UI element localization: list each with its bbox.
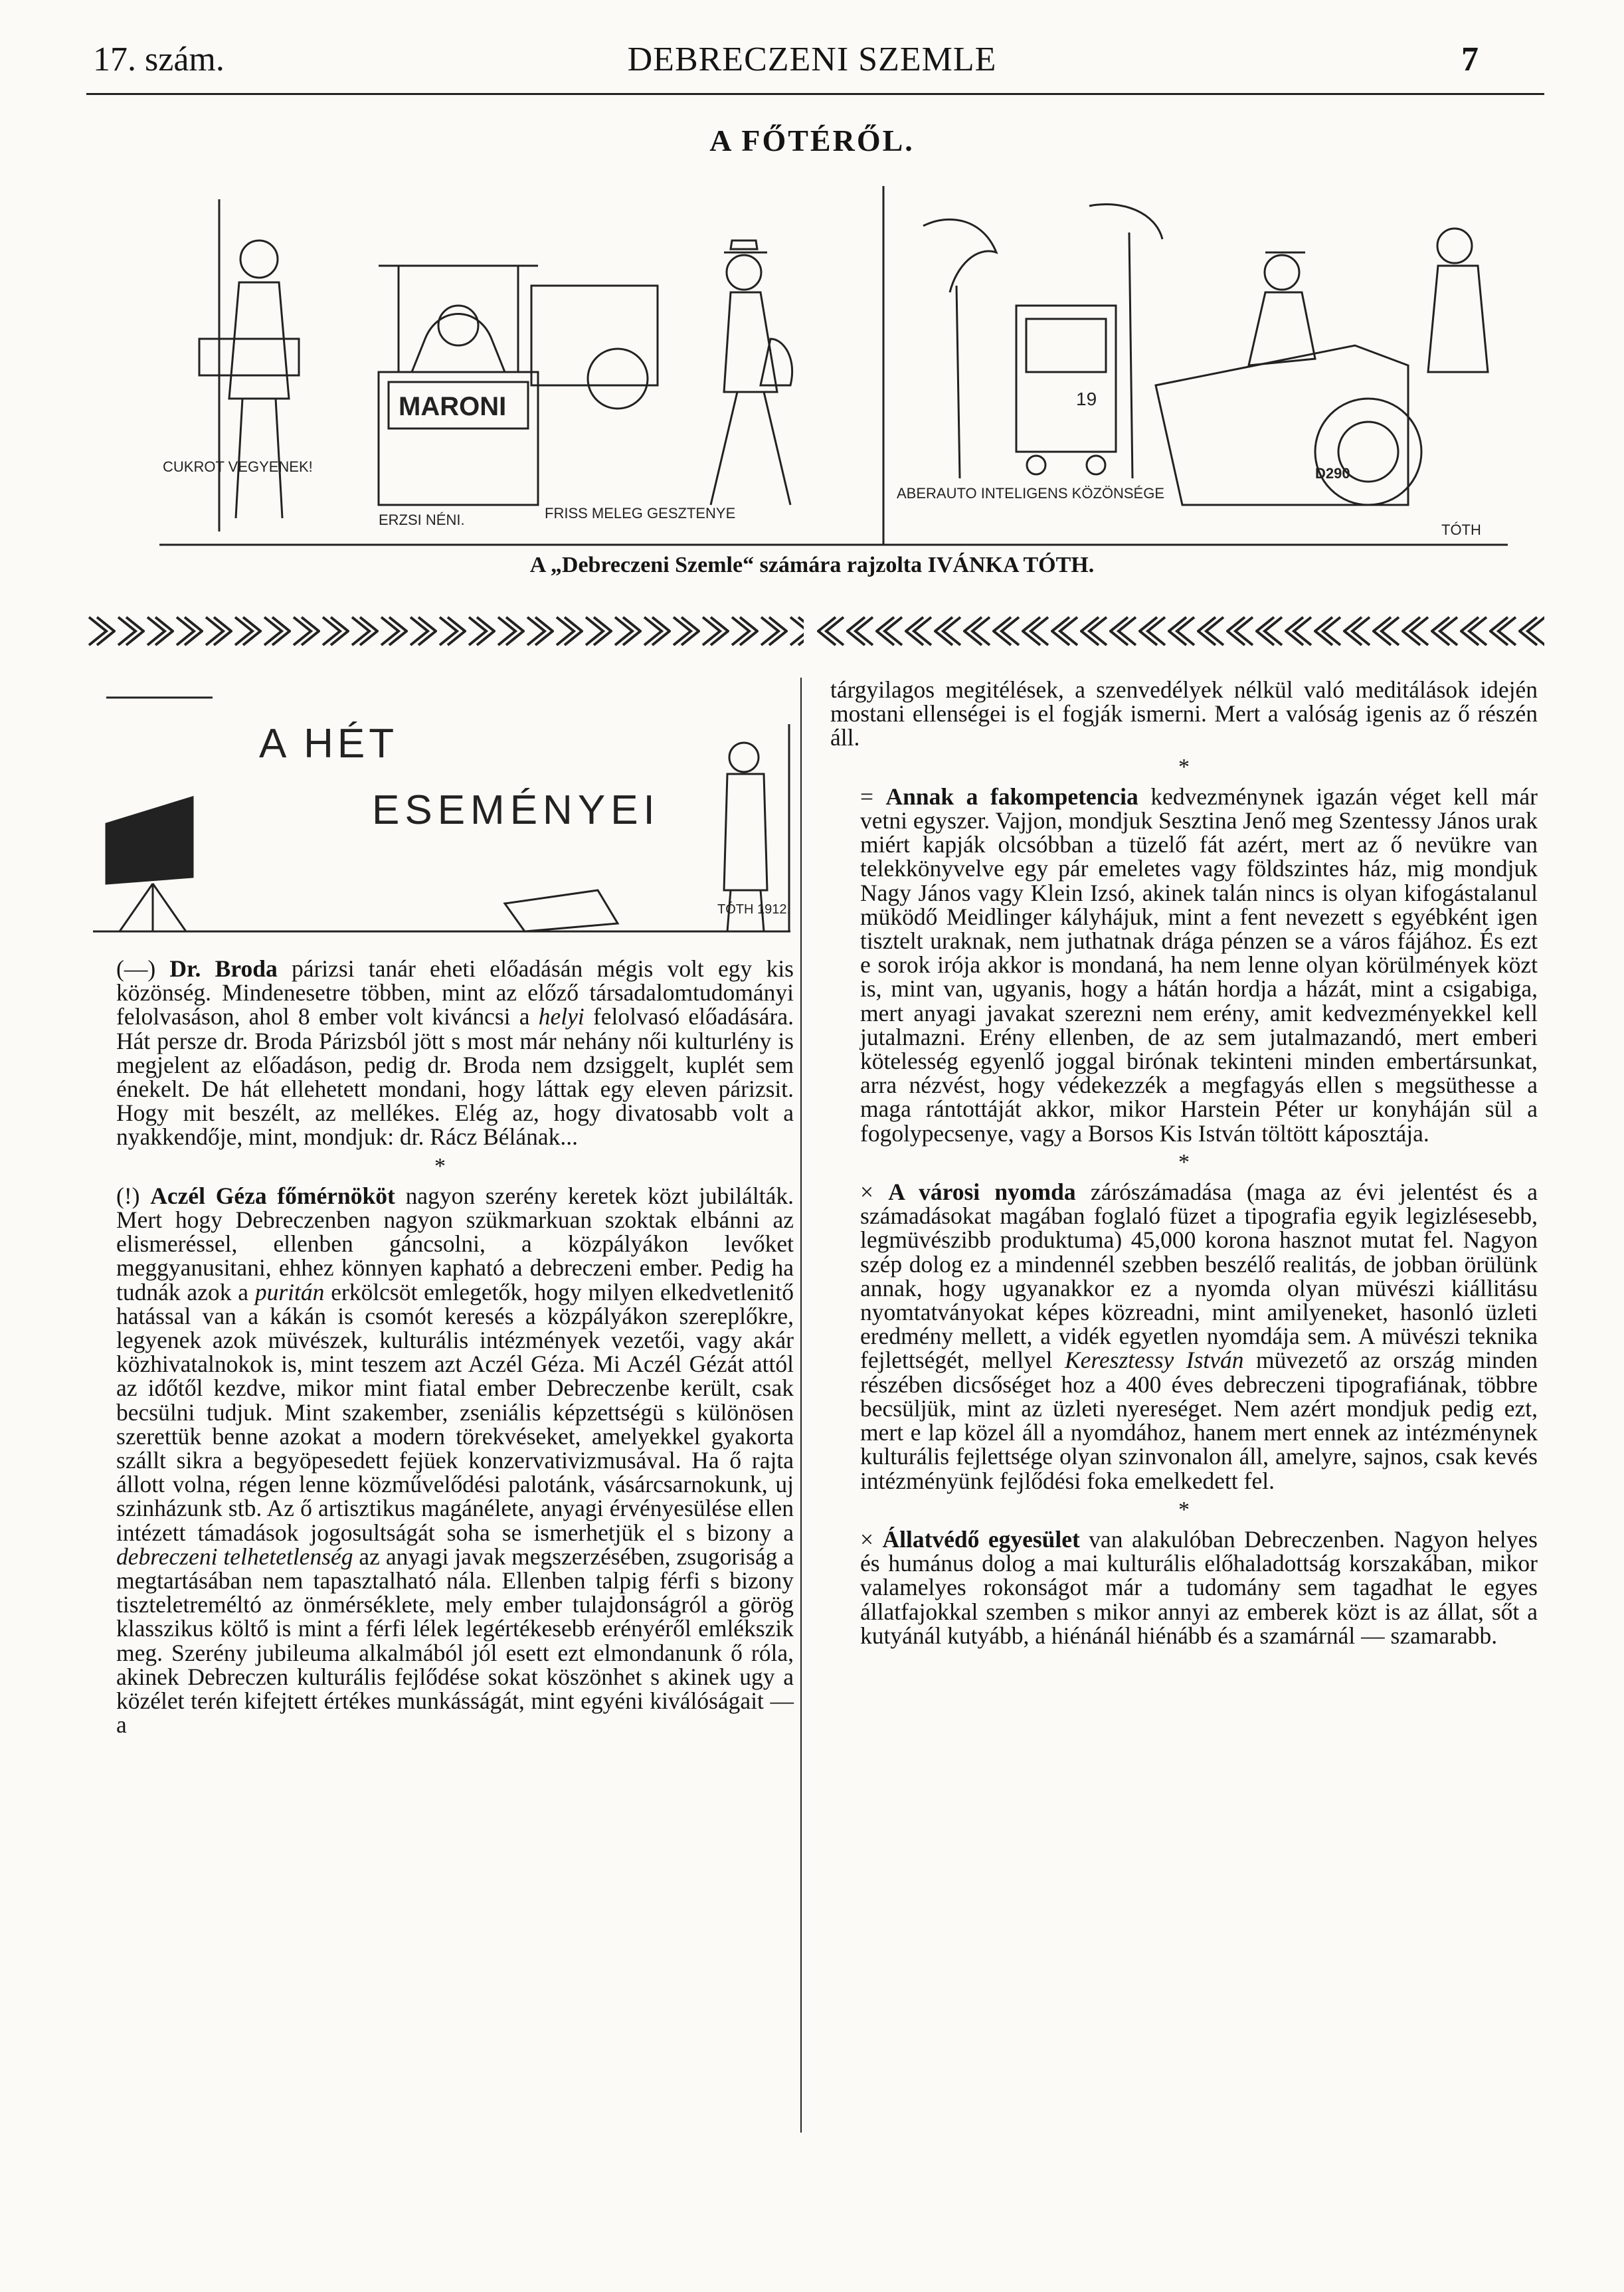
cartoon-label-maroni: MARONI — [399, 392, 507, 421]
cartoon-label-car: ABERAUTO INTELIGENS KÖZÖNSÉGE — [897, 485, 1165, 502]
header-page-number: 7 — [1461, 41, 1479, 78]
header-title: DEBRECZENI SZEMLE — [627, 41, 997, 78]
cartoon-label-chestnut: FRISS MELEG GESZTENYE — [545, 505, 736, 522]
cartoon-label-aunt: ERZSI NÉNI. — [379, 512, 465, 528]
banner-title-line2: ESEMÉNYEI — [372, 787, 660, 833]
separator-star: * — [434, 1153, 446, 1179]
header-issue: 17. szám. — [93, 41, 225, 78]
cartoon-illustration — [159, 186, 1508, 558]
separator-star: * — [1178, 1149, 1190, 1175]
article-fakompetencia: = Annak a fakompetencia kedvezménynek igazán véget kell már vetni egyszer. Vajjon, mondjuk Sesztina Jenő meg Szentessy János urak miért kapják olcsóbban a tüzelő fát azért, mert az ő nevükre van telekkönyvelve egy pár emeletes vagy földszintes ház, mig mondjuk Nagy János vagy Klein Izsó, akinek talán nincs is olyan kifogástalanul müködő Meidlinger kályhájuk, mint a fent nevezett s egyébként igen tisztelt uraknak, nem juthatnak drága pénzen se a város fájához. És ezt e sorok irója akkor is mondaná, ha nem lenne olyan körülmények közt is, mint van, ugyanis, hogy a hátán hordja a házát, mint a csigabiga, mert anyagi javakat szerezni nem erény, amit kedvezményekkel kell jutalmazni. Erény ellenben, de az sem jutalmazandó, mert emberi kötelesség egyenlő joggal birónak tekinteni minden embertársunkat, arra nézvést, hogy védekezzék a megfagyás ellen s megsüthesse a maga rántottáját akkor, mikor Harstein Péter ur konyháján sül a fogolypecsenye, vagy a Borsos Kis István töltött káposztája. — [860, 783, 1538, 1147]
separator-star: * — [1178, 1497, 1190, 1522]
illustration-credit: A „Debreczeni Szemle“ számára rajzolta IVÁNKA TÓTH. — [529, 553, 1095, 577]
article-varosi-nyomda: × A városi nyomda zárószámadása (maga az évi jelentést és a számadásokat magában foglaló füzet a tipografia egyik legizlésesebb, legmüvészibb produktuma) 45,000 korona hasznot mutat fel. Nagyon szép dolog ez a mindennél szebben beszélő realitás, de jobban örülünk annak, hogy ugyanakkor ez a nyomda olyan müvészi kiállitásu nyomtatványokat képes közreadni, mint amilyeneket, hasonló üzleti eredmény mellett, a vidék egyetlen nyomdája sem. A müvészi teknika fejlettségét, mellyel Keresztessy István müvezető az ország minden részében dicsőséget hoz a 400 éves debreczeni tipografiának, többre becsüljük, mint az üzleti nyereséget. Nem azért mondjuk pedig ezt, mert e lap közel áll a nyomdához, hanem mert ennek az intézménynek kulturális fejlettsége olyan szinvonalon áll, amelyre, sajnos, csak kevés intézményünk fejlődési foka emelkedett fel. — [860, 1179, 1538, 1494]
cartoon-label-tram: 19 — [1076, 389, 1097, 409]
article-aczel-continued: tárgyilagos megitélések, a szenvedélyek nélkül való meditálások idején mostani ellenségei is el fogják ismerni. Mert a valóság igenis az ő részén áll. — [830, 676, 1538, 751]
cartoon-signature: TÓTH — [1441, 522, 1481, 538]
separator-star: * — [1178, 754, 1190, 779]
article-broda: (—) Dr. Broda párizsi tanár eheti előadásán mégis volt egy kis közönség. Mindenesetre többen, mint az előző társadalomtudományi felolvasáson, ahol 8 ember volt kiváncsi a helyi felolvasó előadására. Hát persze dr. Broda Párizsból jött s most már nehány női kulturlény is megjelent az előadáson, pedig dr. Broda nem dzsiggelt, kuplét sem énekelt. De hát ellehetett mondani, hogy láttak egy eleven párizsit. Hogy mit beszélt, az mellékes. Elég az, hogy divatosabb volt a nyakkendője, mint, mondjuk: dr. Rácz Bélának... — [116, 955, 794, 1151]
left-column — [86, 957, 794, 1737]
header-rule — [86, 93, 1544, 95]
cartoon-label-candy: CUKROT VEGYENEK! — [163, 458, 313, 475]
banner-title-line1: A HÉT — [259, 721, 399, 767]
section-title: A FŐTÉRŐL. — [709, 124, 915, 157]
right-column — [830, 678, 1538, 1648]
events-banner — [93, 684, 790, 933]
cartoon-label-car-plate: D290 — [1315, 465, 1350, 482]
article-aczel: (!) Aczél Géza főmérnököt nagyon szerény keretek közt jubilálták. Mert hogy Debreczenben nagyon szükmarkuan szoktak elbánni az elismeréssel, ellenben gáncsolni, a közpályákon levőket meggyanusitani, ehhez könnyen kapható a debreczeni ember. Pedig ha tudnák azok a puritán erkölcsöt emlegetők, hogy milyen elkedvetlenitő hatással van a kákán is csomót keresés a közpályákon szereplőkre, legyenek azok müvészek, kulturális intézmények vezetői, vagy akár közhivatalnokok is, mint teszem azt Aczél Géza. Mi Aczél Gézát attól az időtől kezdve, mikor mint fiatal ember Debreczenbe került, csak becsülni tudjuk. Mint szakember, zseniális képzettségü s különösen szerettük benne azokat a modern törekvéseket, amelyekkel gyakorta szállt sikra a begyöpesedett fejüek konzervativizmusával. Ha ő rajta állott volna, régen lenne közművelődési palotánk, vásárcsarnokunk, uj szinházunk stb. Az ő artisztikus magánélete, anyagi érvényesülése ellen intézett támadások jogosultságát soha se ismerhetjük el s bizony a debreczeni telhetetlenség az anyagi javak megszerzésében, zsugoriság a megtartásában nem tapasztalható nála. Ellenben talpig férfi s bizony tiszteletreméltó az önmérséklete, mely ember tulajdonságról a görög klasszikus költő is mint a férfi lélek legértékesebb erényéről emlékszik meg. Szerény jubileuma alkalmából jól esett ezt elmondanunk ő róla, akinek Debreczen kulturális fejlődése sokat köszönhet s akinek ugy a közélet terén kifejtett értékes munkásságát, mint egyéni kiválóságait — a — [116, 1182, 794, 1739]
banner-signature: TÓTH 1912. — [717, 902, 790, 917]
ornament-divider — [86, 608, 1544, 654]
article-allatvedo: × Állatvédő egyesület van alakulóban Debreczenben. Nagyon helyes és humánus dolog a mai kulturális előhaladottság korszakában, mikor valamelyes rokonságot már a tudomány sem tagadhat le egyes állatfajokkal szemben s mikor annyi az emberek közt is az állat, sőt a kutyánál kutyább, a hiénánál hiénább és a szamárnál — szamarabb. — [860, 1525, 1538, 1649]
column-rule — [800, 678, 802, 2133]
